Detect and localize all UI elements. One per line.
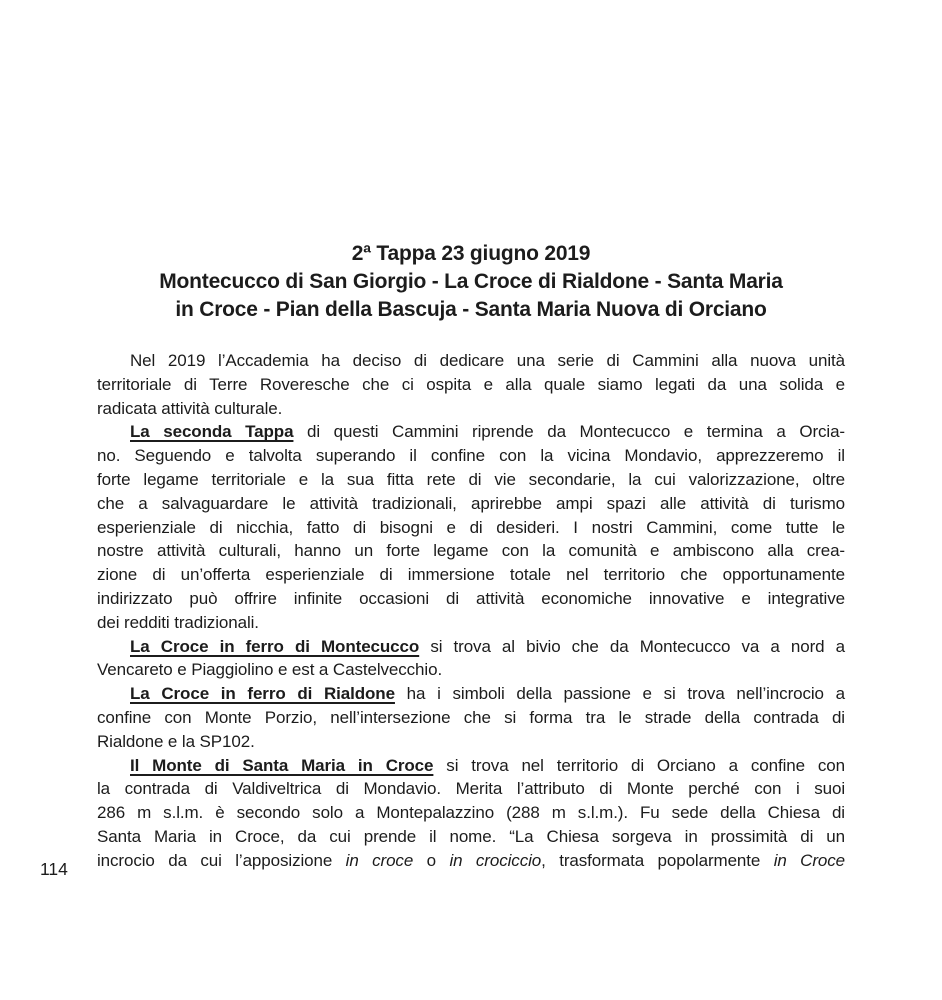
text-segment: si trova al bivio che da Montecucco va a nord a xyxy=(419,636,845,656)
title-line-3: in Croce - Pian della Bascuja - Santa Maria Nuova di Orciano xyxy=(175,298,767,321)
text-segment: forte legame territoriale e la sua fitta rete di vie secondarie, la cui valorizzazione, oltre xyxy=(97,469,845,489)
title-line-1: 2ª Tappa 23 giugno 2019 xyxy=(351,242,591,265)
text-line xyxy=(97,539,845,563)
text-segment: incrocio da cui l’apposizione xyxy=(97,850,346,870)
text-segment: radicata attività culturale. xyxy=(97,398,283,418)
text-segment: di questi Cammini riprende da Montecucco e termina a Orcia- xyxy=(293,422,845,442)
text-line xyxy=(97,587,845,611)
italic-segment: in crociccio xyxy=(449,850,542,870)
text-segment: territoriale di Terre Roveresche che ci ospita e alla quale siamo legati da una solida e xyxy=(97,374,845,394)
text-segment: o xyxy=(413,850,450,870)
text-segment: no. Seguendo e talvolta superando il confine con la vicina Mondavio, apprezzeremo il xyxy=(97,446,845,466)
text-line xyxy=(97,658,845,682)
text-segment: indirizzato può offrire infinite occasioni di attività economiche innovative e integrative xyxy=(97,588,845,608)
text-line xyxy=(97,825,845,849)
text-line xyxy=(97,492,845,516)
text-segment: Rialdone e la SP102. xyxy=(97,731,255,751)
text-segment: 286 m s.l.m. è secondo solo a Montepalazzino (288 m s.l.m.). Fu sede della Chiesa di xyxy=(97,803,845,823)
text-line xyxy=(97,801,845,825)
text-line xyxy=(97,516,845,540)
text-segment: Vencareto e Piaggiolino e est a Castelvecchio. xyxy=(97,660,443,680)
text-line xyxy=(97,754,845,778)
title-line-2: Montecucco di San Giorgio - La Croce di Rialdone - Santa Maria xyxy=(159,270,783,293)
text-segment: confine con Monte Porzio, nell’intersezione che si forma tra le strade della contrada di xyxy=(97,707,845,727)
text-line xyxy=(97,420,845,444)
text-line xyxy=(97,777,845,801)
text-line xyxy=(97,706,845,730)
text-segment: ha i simboli della passione e si trova nell’incrocio a xyxy=(394,684,845,704)
text-line xyxy=(97,468,845,492)
italic-segment: in Croce xyxy=(773,850,846,870)
text-line xyxy=(97,444,845,468)
text-segment: che a salvaguardare le attività tradizionali, aprirebbe ampi spazi alle attività di turismo xyxy=(97,493,845,513)
italic-segment: in croce xyxy=(345,850,414,870)
text-segment: esperienziale di nicchia, fatto di bisogni e di desideri. I nostri Cammini, come tutte le xyxy=(97,517,845,537)
page-number: 114 xyxy=(40,859,68,879)
text-segment: nostre attività culturali, hanno un forte legame con la comunità e ambiscono alla crea- xyxy=(97,541,845,561)
bold-underline-segment: La seconda Tappa xyxy=(130,422,294,442)
text-line xyxy=(97,563,845,587)
text-segment: Nel 2019 l’Accademia ha deciso di dedicare una serie di Cammini alla nuova unità xyxy=(130,351,845,370)
text-line xyxy=(97,730,845,754)
text-line xyxy=(97,611,845,635)
text-segment: Santa Maria in Croce, da cui prende il nome. “La Chiesa sorgeva in prossimità di un xyxy=(97,826,845,846)
text-line xyxy=(97,349,845,373)
text-segment: la contrada di Valdiveltrica di Mondavio. Merita l’attributo di Monte perché con i suoi xyxy=(97,779,845,799)
page-title xyxy=(97,240,845,324)
text-line xyxy=(97,397,845,421)
text-line xyxy=(97,682,845,706)
bold-underline-segment: Il Monte di Santa Maria in Croce xyxy=(130,755,434,775)
text-segment: , trasformata popolarmente xyxy=(541,850,774,870)
text-line xyxy=(97,849,845,873)
body-text xyxy=(97,349,845,873)
bold-underline-segment: La Croce in ferro di Montecucco xyxy=(130,636,420,656)
text-segment: si trova nel territorio di Orciano a confine con xyxy=(433,755,846,775)
text-segment: dei redditi tradizionali. xyxy=(97,612,259,632)
bold-underline-segment: La Croce in ferro di Rialdone xyxy=(130,684,395,704)
text-line xyxy=(97,373,845,397)
text-line xyxy=(97,635,845,659)
text-segment: zione di un’offerta esperienziale di immersione totale nel territorio che opportunamente xyxy=(97,565,845,585)
